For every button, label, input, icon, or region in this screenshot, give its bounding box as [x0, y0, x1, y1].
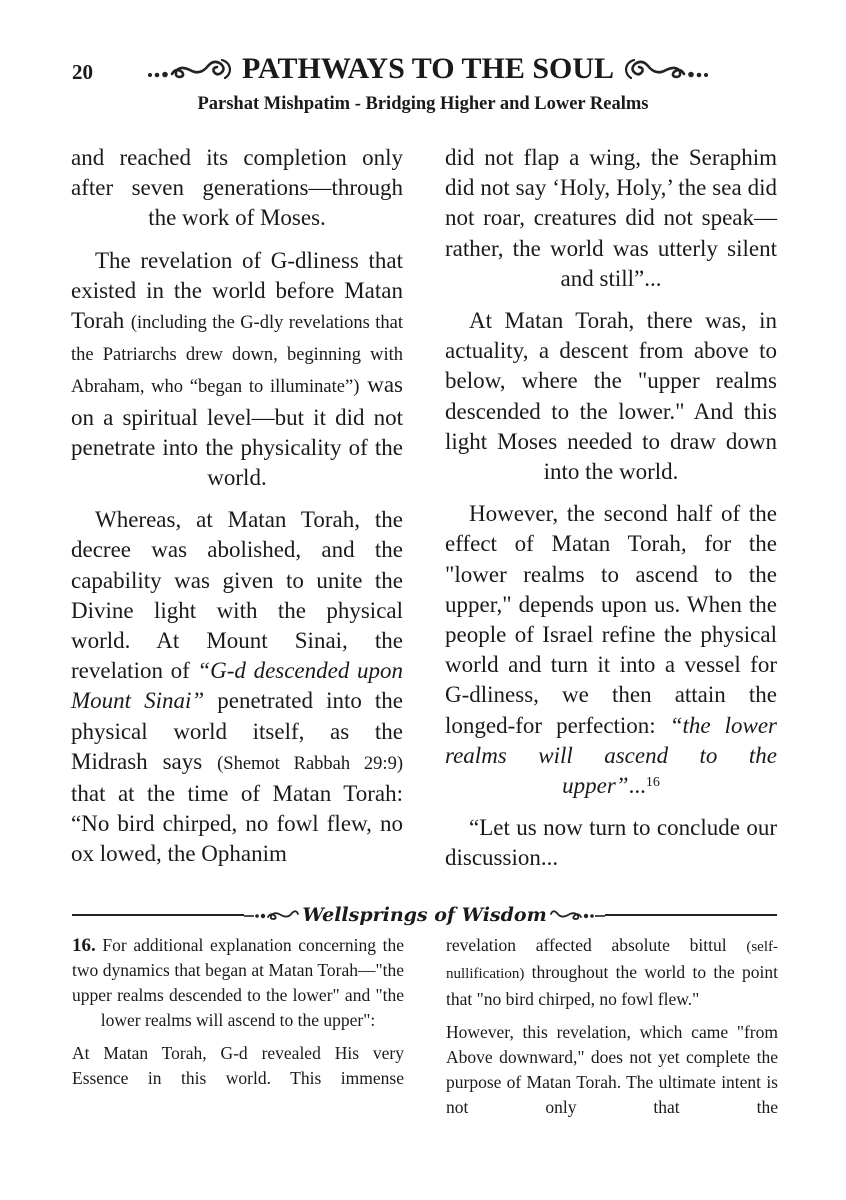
chapter-subtitle: Parshat Mishpatim - Bridging Higher and Lower Realms: [197, 94, 649, 114]
footnote-reference[interactable]: 16: [645, 775, 660, 791]
quote: “the lower realms will ascend to the upper”: [445, 712, 777, 799]
text: throughout the world to the point that "no bird chirped, no fowl flew.": [446, 962, 778, 1009]
quote: “G-d descended upon Mount Sinai”: [71, 658, 403, 714]
text: ...: [628, 773, 646, 799]
footnote-number: 16.: [72, 935, 96, 956]
paragraph: [71, 505, 403, 869]
right-ornament-icon: [549, 907, 605, 923]
paragraph: At Matan Torah, G-d revealed His very Essence in this world. This immense: [72, 1043, 404, 1088]
paragraph: At Matan Torah, there was, in actuality, a descent from above to below, where the "upper realms descended to the lower." And this light Moses needed to draw down into the world.: [445, 308, 777, 485]
footnote-column-right: [446, 933, 778, 1120]
text: that at the time of Matan Torah: “No bird chirped, no fowl flew, no ox lowed, the Ophanim: [71, 781, 403, 867]
paragraph: [71, 246, 403, 494]
text: For additional explanation concerning the two dynamics that began at Matan Torah—"the upper realms descended to the lower" and "the lower realms will ascend to the upper":: [72, 935, 404, 1030]
text: However, the second half of the effect of Matan Torah, for the "lower realms to ascend to the upper," depends upon us. When the people of Israel refine the physical world and turn it into a vessel for G-dliness, we then attain the longed-for perfection:: [445, 501, 777, 738]
text: was on a spiritual level—but it did not penetrate into the physicality of the world.: [71, 372, 403, 491]
running-title: PATHWAYS TO THE SOUL: [241, 52, 615, 85]
footnote: [72, 933, 404, 1033]
parenthetical: (self-nullification): [446, 939, 778, 982]
left-ornament-icon: [144, 56, 236, 82]
paragraph: and reached its completion only after seven generations—through the work of Moses.: [71, 145, 403, 231]
body-column-right: [445, 143, 777, 874]
divider-line: [72, 914, 244, 915]
footnote-column-left: [72, 933, 404, 1091]
text: revelation affected absolute bittul: [446, 935, 747, 955]
paragraph: “Let us now turn to conclude our discussion...: [445, 815, 777, 871]
paragraph: However, this revelation, which came "from Above downward," does not yet complete the purpose of Matan Torah. The ultimate intent is not only that the: [446, 1022, 778, 1117]
running-header: [128, 52, 728, 86]
text: The revelation of G-dliness that existed in the world before Matan Torah: [71, 247, 403, 334]
body-column-left: [71, 143, 403, 870]
right-ornament-icon: [620, 56, 712, 82]
paragraph: [445, 499, 777, 801]
text: penetrated into the physical world itself, as the Midrash says: [71, 688, 404, 774]
citation: (Shemot Rabbah 29:9): [217, 753, 403, 774]
paragraph: [446, 933, 778, 1012]
footnote-divider: [72, 902, 777, 928]
divider-line: [605, 914, 777, 915]
parenthetical: (including the G-dly revelations that the Patriarchs drew down, beginning with Abraham, who “began to illuminate”): [71, 313, 403, 398]
left-ornament-icon: [244, 907, 300, 923]
footnote-section-title: Wellsprings of Wisdom: [302, 904, 547, 926]
paragraph: did not flap a wing, the Seraphim did not say ‘Holy, Holy,’ the sea did not roar, creatures did not speak—rather, the world was utterly silent and still”...: [445, 145, 777, 291]
page-number: 20: [72, 60, 93, 84]
text: Whereas, at Matan Torah, the decree was abolished, and the capability was given to unite the Divine light with the physical world. At Mount Sinai, the revelation of: [71, 507, 403, 684]
